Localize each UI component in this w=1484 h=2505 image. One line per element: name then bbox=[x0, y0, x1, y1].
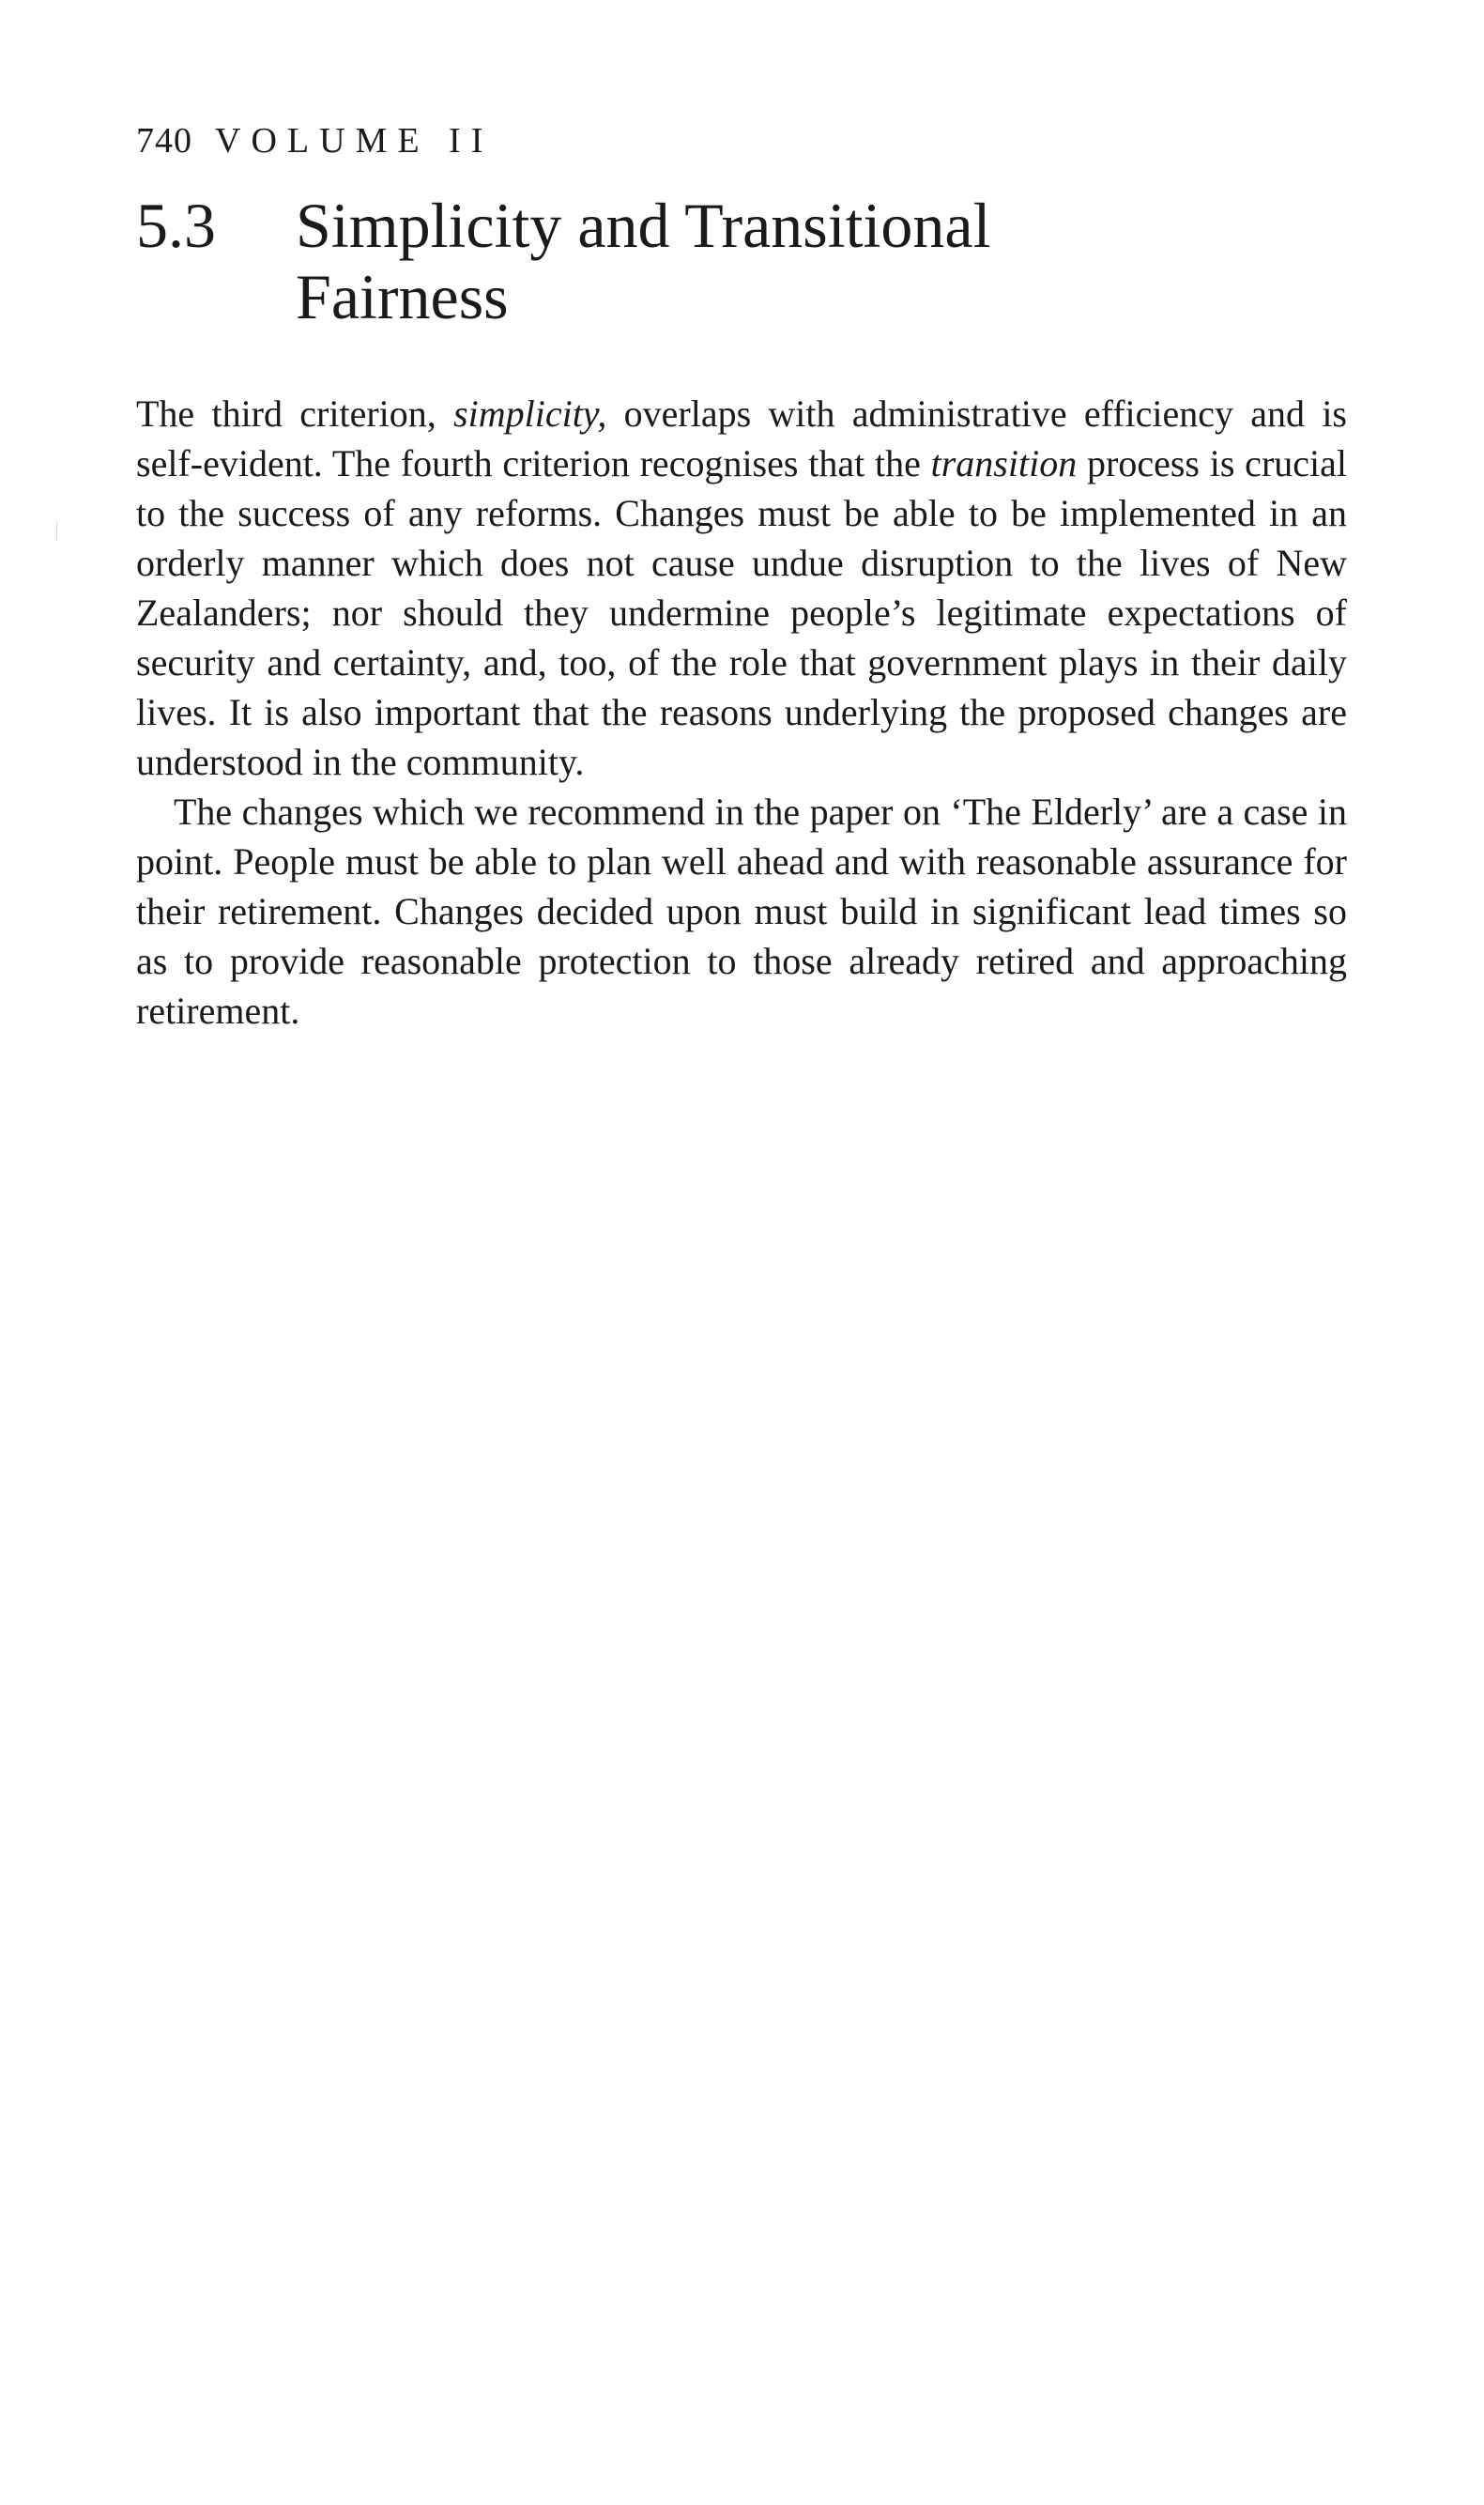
section-title-line-2: Fairness bbox=[296, 261, 509, 332]
page-number: 740 bbox=[136, 121, 192, 161]
body-text bbox=[136, 389, 1347, 1036]
paragraph-1-text-b: overlaps with administrative efficiency and is self-evident. The fourth criterion recognises that the bbox=[136, 392, 1347, 484]
running-head bbox=[136, 113, 1347, 169]
section-number: 5.3 bbox=[136, 190, 216, 261]
margin-mark bbox=[56, 521, 57, 540]
paragraph-1-text-a: The third criterion, bbox=[136, 392, 454, 435]
section-heading bbox=[136, 190, 1347, 354]
document-page bbox=[136, 113, 1347, 1036]
volume-label: VOLUME II bbox=[215, 121, 494, 161]
emphasis-transition: transition bbox=[930, 442, 1078, 484]
paragraph-1-text-c: process is crucial to the success of any reforms. Changes must be able to be implemented in an orderly manner which does not cause undue disruption to the lives of New Zealanders; nor should they undermine people’s legitimate expectations of security and certainty, and, too, of the role that government plays in their daily lives. It is also important that the reasons underlying the proposed changes are understood in the community. bbox=[136, 442, 1347, 783]
paragraph-2: The changes which we recommend in the paper on ‘The Elderly’ are a case in point. People must be able to plan well ahead and with reasonable assurance for their retirement. Changes decided upon must build in significant lead times so as to provide reasonable protection to those already retired and approaching retirement. bbox=[136, 791, 1347, 1032]
paragraph-1 bbox=[136, 389, 1347, 787]
section-title bbox=[296, 190, 1347, 332]
emphasis-simplicity: simplicity, bbox=[453, 392, 607, 435]
section-title-line-1: Simplicity and Transitional bbox=[296, 190, 991, 261]
